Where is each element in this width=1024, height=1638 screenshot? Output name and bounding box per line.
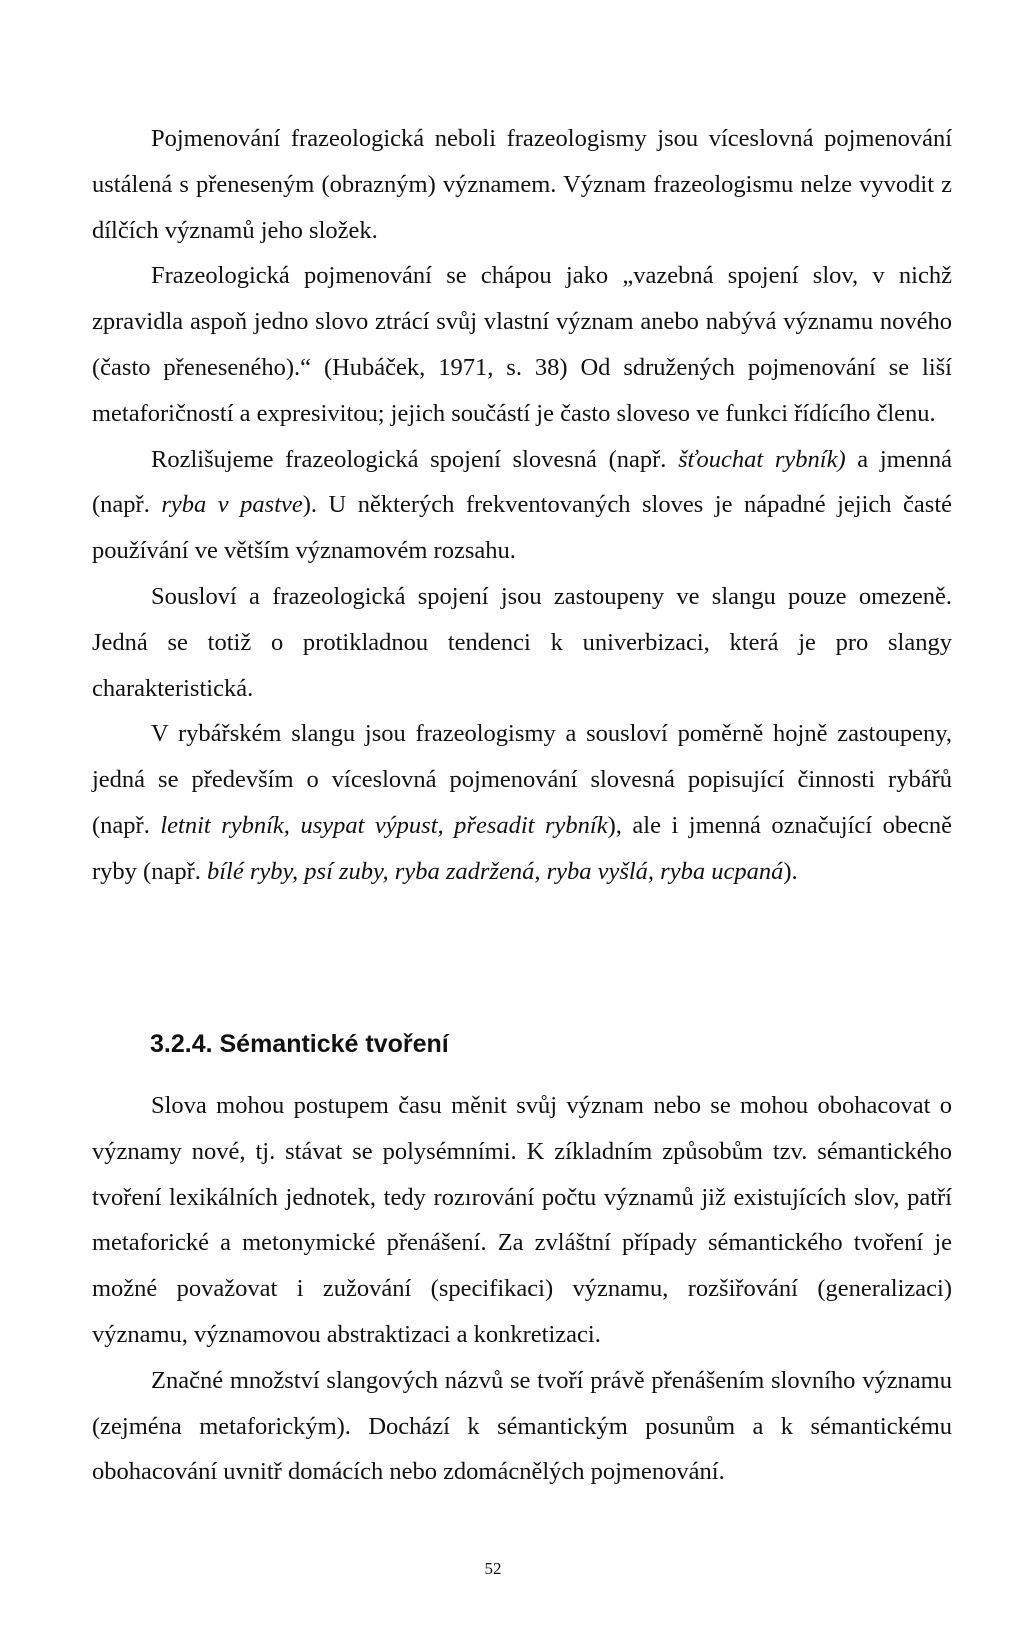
paragraph-slang-limits: Sousloví a frazeologická spojení jsou zastoupeny ve slangu pouze omezeně. Jedná se totiž o protikladnou tendenci k univerbizaci, která je pro slangy charakteristická. (92, 582, 952, 702)
paragraph-types (92, 437, 952, 574)
text-run: ). (783, 857, 798, 885)
paragraph-slang-transfer: Značné množství slangových názvů se tvoří právě přenášením slovního významu (zejména metaforickým). Dochází k sémantickým posunům a k sémantickému obohacování uvnitř domácích nebo zdomácnělých pojmenování. (92, 1366, 952, 1486)
text-block-semanticke-tvoreni (92, 1083, 952, 1495)
text-run: ). U některých frekventovaných sloves je nápadné jejich časté používání ve větším významovém rozsahu. (92, 491, 952, 565)
italic-example: šťouchat rybník) (678, 445, 846, 473)
italic-example: ryba v pastve (161, 491, 303, 519)
italic-example: bílé ryby, psí zuby, ryba zadržená, ryba vyšlá, ryba ucpaná (206, 857, 784, 885)
italic-example: letnit rybník, usypat výpust, přesadit rybník (160, 811, 608, 839)
section-heading: 3.2.4. Sémantické tvoření (150, 1030, 449, 1058)
text-run: Rozlišujeme frazeologická spojení slovesná (např. (151, 445, 679, 473)
text-run: a jmenná (např. (92, 445, 952, 519)
text-run: V rybářském slangu jsou frazeologismy a sousloví poměrně hojně zastoupeny, jedná se především o víceslovná pojmenování slovesná popisující činnosti rybářů (např. (92, 720, 952, 839)
paragraph-semantic-change: Slova mohou postupem času měnit svůj význam nebo se mohou obohacovat o významy nové, tj. stávat se polysémními. K zíkladním způsobům tzv. sémantického tvoření lexikálních jednotek, tedy rozırování počtu významů již existujících slov, patří metaforické a metonymické přenášení. Za zvláštní případy sémantického tvoření je možné považovat i zužování (specifikaci) významu, rozšiřování (generalizaci) významu, významovou abstraktizaci a konkretizaci. (92, 1092, 952, 1348)
text-block-frazeologismy (92, 116, 952, 895)
paragraph-fishing-slang (92, 711, 952, 894)
paragraph-hubacek-quote: Frazeologická pojmenování se chápou jako „vazebná spojení slov, v nichž zpravidla aspoň jedno slovo ztrácí svůj vlastní význam anebo nabývá významu nového (často přeneseného).“ (Hubáček, 1971, s. 38) Od sdružených pojmenování se liší metaforičností a expresivitou; jejich součástí je často sloveso ve funkci řídícího členu. (92, 262, 952, 427)
page-number: 52 (484, 1559, 502, 1578)
text-run: ), ale i jmenná označující obecně ryby (např. (92, 811, 952, 885)
paragraph-definition: Pojmenování frazeologická neboli frazeologismy jsou víceslovná pojmenování ustálená s přeneseným (obrazným) významem. Význam frazeologismu nelze vyvodit z dílčích významů jeho složek. (92, 125, 952, 244)
